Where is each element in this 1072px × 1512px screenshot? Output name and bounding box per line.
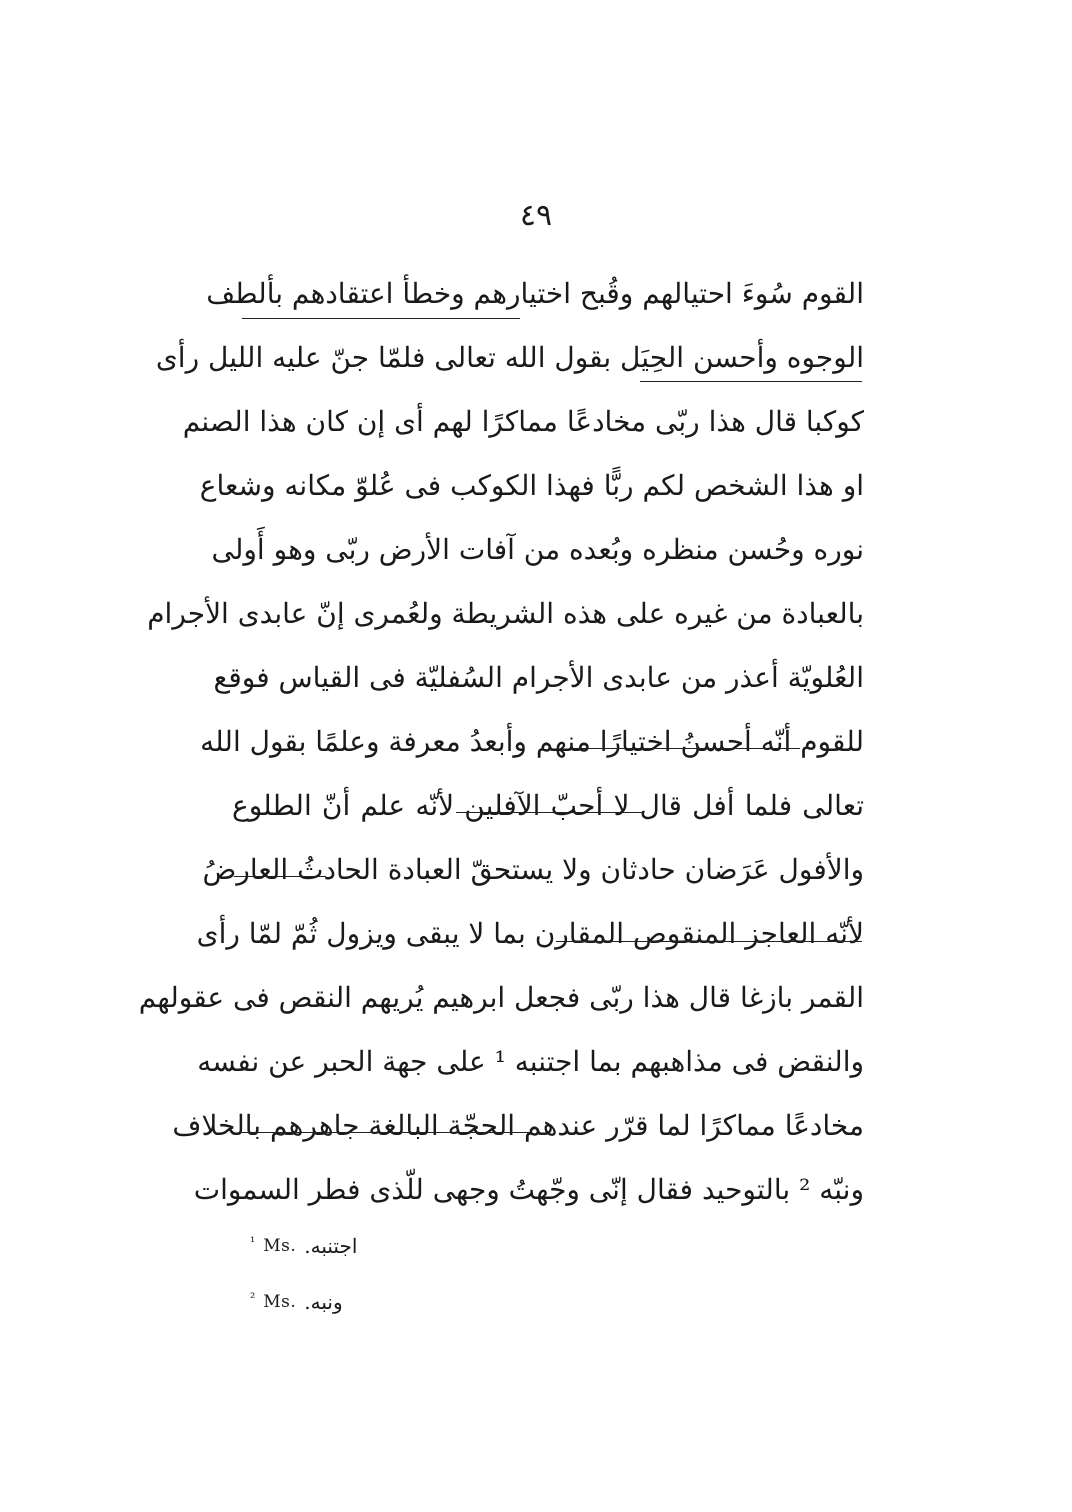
footnote-marker: ¹ <box>250 1235 256 1250</box>
text-line-5: نوره وحُسن منظره وبُعده من آفات الأرض ربّى وهو أَولى <box>211 533 864 566</box>
footnote-ms-label: Ms. <box>263 1236 297 1256</box>
underline-rule <box>240 1132 530 1133</box>
text-line-15: ونبّه ² بالتوحيد فقال إنّى وجّهتُ وجهى للّذى فطر السموات <box>193 1173 864 1206</box>
footnote-1 <box>250 1218 450 1274</box>
page-number: ٤٩ <box>519 198 553 233</box>
text-line-1: القوم سُوءَ احتيالهم وقُبح اختيارهم وخطأ اعتقادهم بألطف <box>206 277 864 310</box>
text-line-2: الوجوه وأحسن الحِيَل بقول الله تعالى فلمّا جنّ عليه الليل رأى <box>155 341 864 374</box>
text-line-11: لأنّه العاجز المنقوص المقارن بما لا يبقى ويزول ثُمّ لمّا رأى <box>196 917 864 950</box>
footnote-2 <box>250 1274 450 1330</box>
footnote-marker: ² <box>250 1291 256 1306</box>
underline-rule <box>242 318 520 319</box>
text-line-6: بالعبادة من غيره على هذه الشريطة ولعُمرى إنّ عابدى الأجرام <box>147 597 864 630</box>
footnote-variant: ونبه. <box>304 1290 343 1314</box>
text-line-12: القمر بازغا قال هذا ربّى فجعل ابرهيم يُريهم النقص فى عقولهم <box>138 981 864 1014</box>
text-line-3: كوكبا قال هذا ربّى مخادعًا مماكرًا لهم أى إن كان هذا الصنم <box>182 405 864 438</box>
footnote-ms-label: Ms. <box>263 1292 297 1312</box>
underline-rule <box>640 381 862 382</box>
underline-rule <box>572 748 800 749</box>
footnote-variant: اجتنبه. <box>304 1234 358 1258</box>
underline-rule <box>456 812 642 813</box>
footnotes <box>250 1218 450 1330</box>
underline-rule <box>234 876 326 877</box>
text-line-4: او هذا الشخص لكم ربًّا فهذا الكوكب فى عُلوّ مكانه وشعاع <box>199 469 864 502</box>
text-line-7: العُلويّة أعذر من عابدى الأجرام السُفليّة فى القياس فوقع <box>213 661 864 694</box>
text-line-10: والأفول عَرَضان حادثان ولا يستحقّ العبادة الحادثُ العارضُ <box>202 853 864 886</box>
text-line-14: مخادعًا مماكرًا لما قرّر عندهم الحجّة البالغة جاهرهم بالخلاف <box>172 1109 864 1142</box>
text-line-8: للقوم أنّه أحسنُ اختيارًا منهم وأبعدُ معرفة وعلمًا بقول الله <box>200 725 864 758</box>
text-line-9: تعالى فلما أفل قال لا أحبّ الآفلين لأنّه علم أنّ الطلوع <box>232 789 864 822</box>
underline-rule <box>556 941 862 942</box>
text-line-13: والنقض فى مذاهبهم بما اجتنبه ¹ على جهة الحبر عن نفسه <box>197 1045 864 1078</box>
arabic-body-text <box>138 262 864 1222</box>
